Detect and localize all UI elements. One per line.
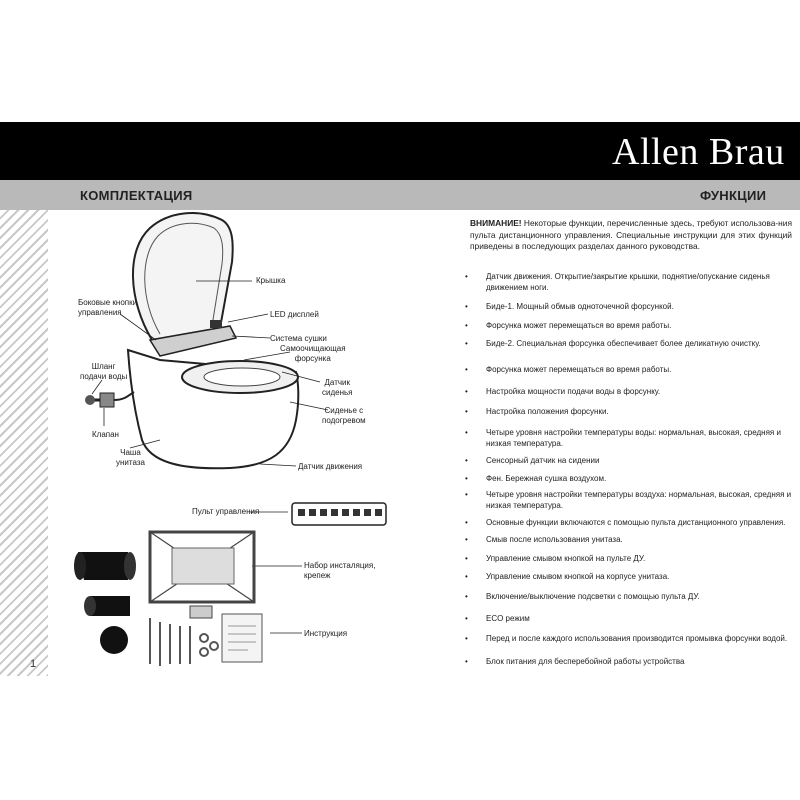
label-manual: Инструкция: [304, 629, 348, 638]
manual-booklet: [222, 614, 262, 662]
valve-assembly: [85, 392, 134, 407]
label-lid: Крышка: [256, 276, 286, 285]
label-install-set: Набор инсталяция, крепеж: [304, 561, 376, 580]
label-side-buttons: Боковые кнопки управления: [78, 298, 138, 317]
notice-body: Некоторые функции, перечисленные здесь, требуют использова-ния пульта дистанционного управления. Специальные инструкции для этих функций приведены в последующих разделах данного руководства.: [470, 218, 792, 252]
label-remote: Пульт управления: [192, 507, 260, 516]
label-heated-seat: Сиденье с подогревом: [322, 406, 366, 425]
led-display-mark: [210, 320, 222, 328]
label-self-cleaning-nozzle: Самоочищающая форсунка: [280, 344, 346, 363]
notice-heading: ВНИМАНИЕ!: [470, 218, 522, 228]
installation-frame: [150, 532, 254, 602]
label-drying-system: Система сушки: [270, 334, 327, 343]
remote-control: [292, 503, 386, 525]
label-valve: Клапан: [92, 430, 119, 439]
section-title-kit: КОМПЛЕКТАЦИЯ: [80, 188, 193, 203]
hardware-set: [150, 606, 218, 666]
brand-logo-text: Allen Brau: [612, 131, 785, 173]
label-bowl: Чаша унитаза: [116, 448, 145, 467]
pipe-fittings: [74, 552, 136, 654]
notice-text: [470, 218, 792, 253]
label-seat-sensor: Датчик сиденья: [322, 378, 353, 397]
section-title-functions: ФУНКЦИИ: [700, 188, 767, 203]
label-water-hose: Шланг подачи воды: [80, 362, 128, 381]
label-motion-sensor: Датчик движения: [298, 462, 363, 471]
label-led-display: LED дисплей: [270, 310, 319, 319]
page-number: 1: [30, 658, 37, 670]
